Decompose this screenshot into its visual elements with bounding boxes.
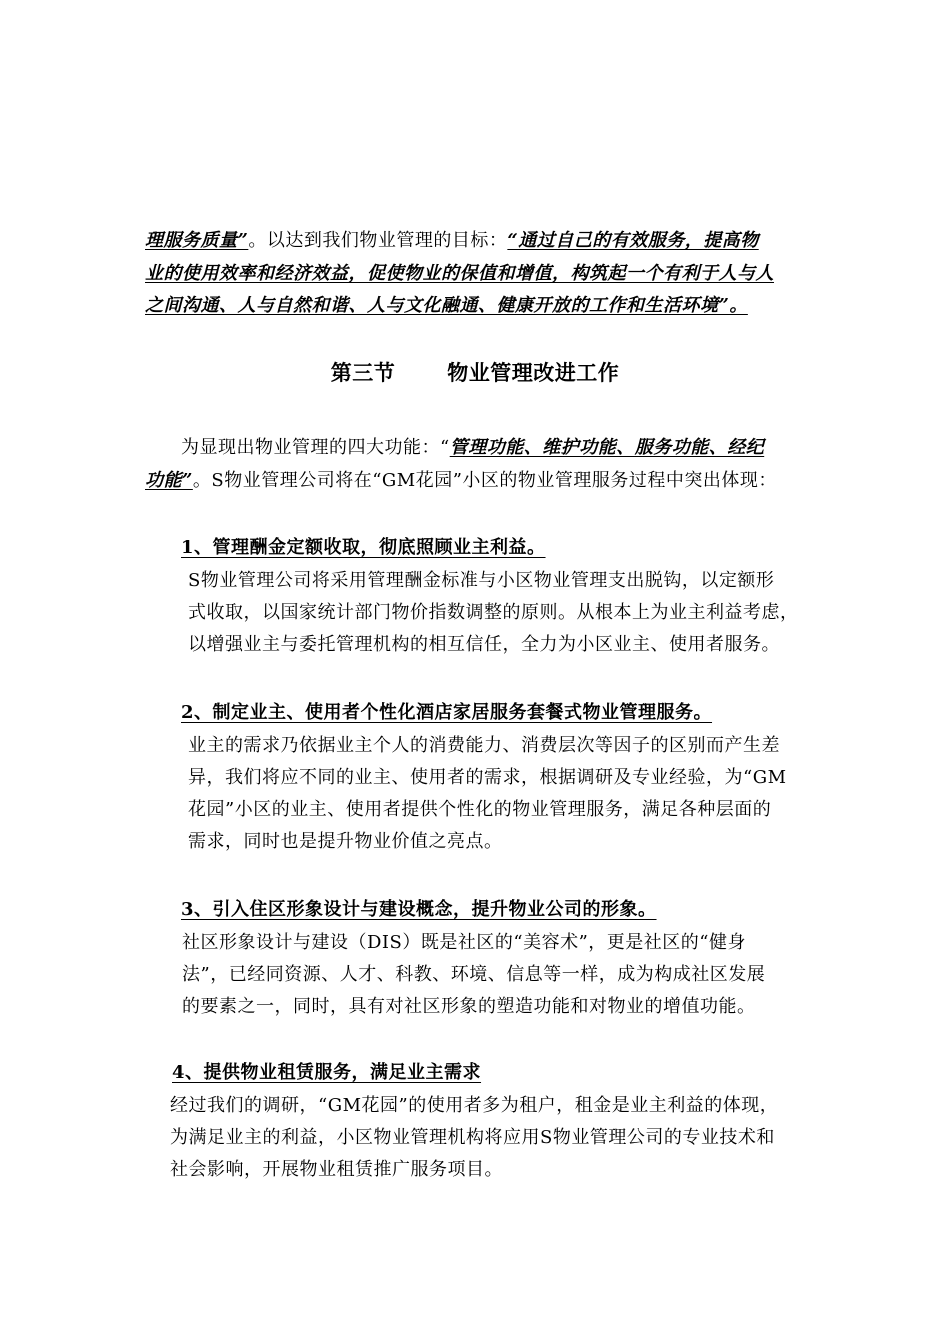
lead-emphasis-1: 管理功能、维护功能、服务功能、经纪 — [449, 437, 765, 458]
item-3-line: 的要素之一，同时，具有对社区形象的塑造功能和对物业的增值功能。 — [182, 996, 756, 1017]
intro-emphasis-2: “通过自己的有效服务，提高物 — [507, 230, 759, 251]
lead-line-1 — [181, 436, 764, 460]
lead-text-1: 为显现出物业管理的四大功能：“ — [181, 437, 450, 458]
item-3-line: 社区形象设计与建设（DIS）既是社区的“美容术”，更是社区的“健身 — [182, 932, 746, 953]
section-heading: 物业管理改进工作 — [447, 360, 620, 385]
item-4-line: 社会影响，开展物业租赁推广服务项目。 — [170, 1159, 503, 1180]
item-3-line: 法”，已经同资源、人才、科教、环境、信息等一样，成为构成社区发展 — [182, 964, 766, 985]
item-1-line: 式收取，以国家统计部门物价指数调整的原则。从根本上为业主利益考虑， — [188, 602, 799, 623]
intro-line-3: 之间沟通、人与自然和谐、人与文化融通、健康开放的工作和生活环境”。 — [145, 295, 748, 316]
item-4-line: 经过我们的调研，“GM花园”的使用者多为租户，租金是业主利益的体现， — [170, 1095, 779, 1116]
section-title — [0, 359, 950, 387]
item-4-heading: 4、提供物业租赁服务，满足业主需求 — [172, 1062, 482, 1083]
lead-line-2 — [145, 469, 777, 493]
lead-text-2: 。S物业管理公司将在“GM花园”小区的物业管理服务过程中突出体现： — [192, 470, 777, 491]
item-1-heading: 1、管理酬金定额收取，彻底照顾业主利益。 — [181, 537, 546, 558]
item-4-line: 为满足业主的利益，小区物业管理机构将应用S物业管理公司的专业技术和 — [170, 1127, 775, 1148]
intro-line-1 — [145, 229, 759, 253]
lead-emphasis-2: 功能” — [145, 470, 193, 491]
item-2-line: 业主的需求乃依据业主个人的消费能力、消费层次等因子的区别而产生差 — [188, 735, 780, 756]
item-2-heading: 2、制定业主、使用者个性化酒店家居服务套餐式物业管理服务。 — [181, 702, 713, 723]
item-1-line: 以增强业主与委托管理机构的相互信任，全力为小区业主、使用者服务。 — [188, 634, 780, 655]
intro-emphasis-1: 理服务质量” — [145, 230, 249, 251]
item-2-line: 需求，同时也是提升物业价值之亮点。 — [188, 831, 503, 852]
item-1-line: S物业管理公司将采用管理酬金标准与小区物业管理支出脱钩，以定额形 — [188, 570, 775, 591]
intro-text-1: 。以达到我们物业管理的目标： — [248, 230, 508, 251]
intro-line-2: 业的使用效率和经济效益，促使物业的保值和增值，构筑起一个有利于人与人 — [145, 263, 774, 284]
section-number: 第三节 — [330, 360, 396, 385]
item-2-line: 异，我们将应不同的业主、使用者的需求，根据调研及专业经验，为“GM — [188, 767, 787, 788]
item-2-line: 花园”小区的业主、使用者提供个性化的物业管理服务，满足各种层面的 — [188, 799, 772, 820]
item-3-heading: 3、引入住区形象设计与建设概念，提升物业公司的形象。 — [181, 899, 657, 920]
